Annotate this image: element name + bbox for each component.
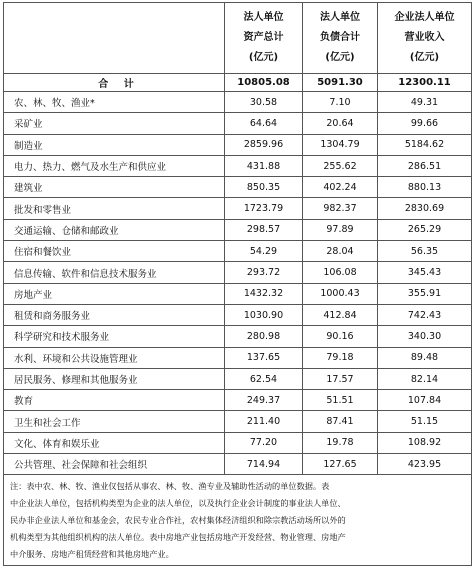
revenue-value: 880.13 (378, 177, 472, 198)
industry-label: 信息传输、软件和信息技术服务业 (4, 262, 225, 283)
assets-value: 714.94 (225, 454, 303, 475)
assets-value: 137.65 (225, 347, 303, 368)
header-blank-cell (4, 3, 225, 74)
liabilities-value: 51.51 (303, 390, 378, 411)
table-row (4, 347, 472, 368)
liabilities-value: 20.64 (303, 113, 378, 134)
liabilities-value: 87.41 (303, 411, 378, 432)
revenue-value: 51.15 (378, 411, 472, 432)
industry-label: 住宿和餐饮业 (4, 241, 225, 262)
table-row (4, 368, 472, 389)
table-row (4, 113, 472, 134)
industry-label: 批发和零售业 (4, 198, 225, 219)
statistics-table (3, 2, 472, 566)
header-assets (225, 3, 303, 74)
table-row (4, 304, 472, 325)
header-liabilities-line2: 负债合计 (320, 32, 360, 43)
table-row (4, 219, 472, 240)
table-row (4, 177, 472, 198)
header-revenue-line2: 营业收入 (404, 32, 445, 43)
header-liabilities-unit: (亿元) (325, 52, 355, 63)
header-assets-line2: 资产总计 (243, 32, 284, 43)
revenue-value: 82.14 (378, 368, 472, 389)
table-row (4, 241, 472, 262)
revenue-value: 49.31 (378, 92, 472, 113)
industry-label: 制造业 (4, 134, 225, 155)
liabilities-value: 255.62 (303, 155, 378, 176)
industry-label: 租赁和商务服务业 (4, 304, 225, 325)
header-revenue (378, 3, 472, 74)
industry-label: 水利、环境和公共设施管理业 (4, 347, 225, 368)
assets-value: 30.58 (225, 92, 303, 113)
table-row (4, 92, 472, 113)
industry-label: 文化、体育和娱乐业 (4, 432, 225, 453)
assets-value: 280.98 (225, 326, 303, 347)
liabilities-value: 106.08 (303, 262, 378, 283)
assets-value: 77.20 (225, 432, 303, 453)
revenue-value: 265.29 (378, 219, 472, 240)
header-liabilities (303, 3, 378, 74)
liabilities-value: 7.10 (303, 92, 378, 113)
revenue-value: 340.30 (378, 326, 472, 347)
table-row (4, 411, 472, 432)
liabilities-value: 79.18 (303, 347, 378, 368)
liabilities-value: 1000.43 (303, 283, 378, 304)
assets-value: 431.88 (225, 155, 303, 176)
industry-label: 交通运输、仓储和邮政业 (4, 219, 225, 240)
industry-label: 建筑业 (4, 177, 225, 198)
liabilities-value: 28.04 (303, 241, 378, 262)
table-row (4, 390, 472, 411)
revenue-value: 355.91 (378, 283, 472, 304)
assets-value: 293.72 (225, 262, 303, 283)
footnote-line: 注：表中农、林、牧、渔业仅包括从事农、林、牧、渔专业及辅助性活动的单位数据。表 (10, 481, 330, 492)
assets-value: 62.54 (225, 368, 303, 389)
industry-label: 居民服务、修理和其他服务业 (4, 368, 225, 389)
footnote-line: 中企业法人单位，包括机构类型为企业的法人单位，以及执行企业会计制度的事业法人单位、 (10, 498, 346, 509)
revenue-value: 2830.69 (378, 198, 472, 219)
assets-value: 54.29 (225, 241, 303, 262)
footnote-line: 中介服务、房地产租赁经营和其他房地产业。 (10, 549, 174, 560)
revenue-value: 742.43 (378, 304, 472, 325)
header-row (4, 3, 472, 74)
footnote (4, 475, 472, 566)
total-row (4, 74, 472, 92)
industry-label: 卫生和社会工作 (4, 411, 225, 432)
revenue-value: 345.43 (378, 262, 472, 283)
table-row (4, 198, 472, 219)
header-liabilities-line1: 法人单位 (320, 12, 360, 23)
liabilities-value: 19.78 (303, 432, 378, 453)
revenue-value: 107.84 (378, 390, 472, 411)
liabilities-value: 412.84 (303, 304, 378, 325)
assets-value: 1432.32 (225, 283, 303, 304)
table-row (4, 454, 472, 475)
footnote-line: 民办非企业法人单位和基金会，农民专业合作社，农村集体经济组织和除宗教活动场所以外的 (10, 515, 346, 526)
industry-label: 采矿业 (4, 113, 225, 134)
assets-value: 1723.79 (225, 198, 303, 219)
header-revenue-unit: (亿元) (409, 52, 440, 63)
total-liabilities: 5091.30 (303, 74, 378, 92)
header-assets-line1: 法人单位 (243, 12, 284, 23)
revenue-value: 108.92 (378, 432, 472, 453)
industry-label: 电力、热力、燃气及水生产和供应业 (4, 155, 225, 176)
revenue-value: 423.95 (378, 454, 472, 475)
statistics-table-container (3, 2, 471, 566)
assets-value: 298.57 (225, 219, 303, 240)
liabilities-value: 402.24 (303, 177, 378, 198)
assets-value: 2859.96 (225, 134, 303, 155)
liabilities-value: 1304.79 (303, 134, 378, 155)
table-row (4, 155, 472, 176)
table-row (4, 262, 472, 283)
table-row (4, 326, 472, 347)
liabilities-value: 127.65 (303, 454, 378, 475)
liabilities-value: 90.16 (303, 326, 378, 347)
industry-label: 科学研究和技术服务业 (4, 326, 225, 347)
table-row (4, 283, 472, 304)
assets-value: 1030.90 (225, 304, 303, 325)
header-revenue-line1: 企业法人单位 (394, 12, 455, 23)
assets-value: 850.35 (225, 177, 303, 198)
industry-label: 公共管理、社会保障和社会组织 (4, 454, 225, 475)
liabilities-value: 17.57 (303, 368, 378, 389)
footnote-line: 机构类型为其他组织机构的法人单位。表中房地产业包括房地产开发经营、物业管理、房地产 (10, 532, 346, 543)
revenue-value: 89.48 (378, 347, 472, 368)
revenue-value: 5184.62 (378, 134, 472, 155)
revenue-value: 286.51 (378, 155, 472, 176)
industry-label: 教育 (4, 390, 225, 411)
table-row (4, 134, 472, 155)
note-row (4, 475, 472, 566)
total-revenue: 12300.11 (378, 74, 472, 92)
assets-value: 249.37 (225, 390, 303, 411)
industry-label: 房地产业 (4, 283, 225, 304)
liabilities-value: 982.37 (303, 198, 378, 219)
industry-label: 农、林、牧、渔业* (4, 92, 225, 113)
header-assets-unit: (亿元) (248, 52, 279, 63)
table-row (4, 432, 472, 453)
total-label: 合 计 (4, 74, 225, 92)
assets-value: 64.64 (225, 113, 303, 134)
revenue-value: 99.66 (378, 113, 472, 134)
revenue-value: 56.35 (378, 241, 472, 262)
total-assets: 10805.08 (225, 74, 303, 92)
assets-value: 211.40 (225, 411, 303, 432)
liabilities-value: 97.89 (303, 219, 378, 240)
